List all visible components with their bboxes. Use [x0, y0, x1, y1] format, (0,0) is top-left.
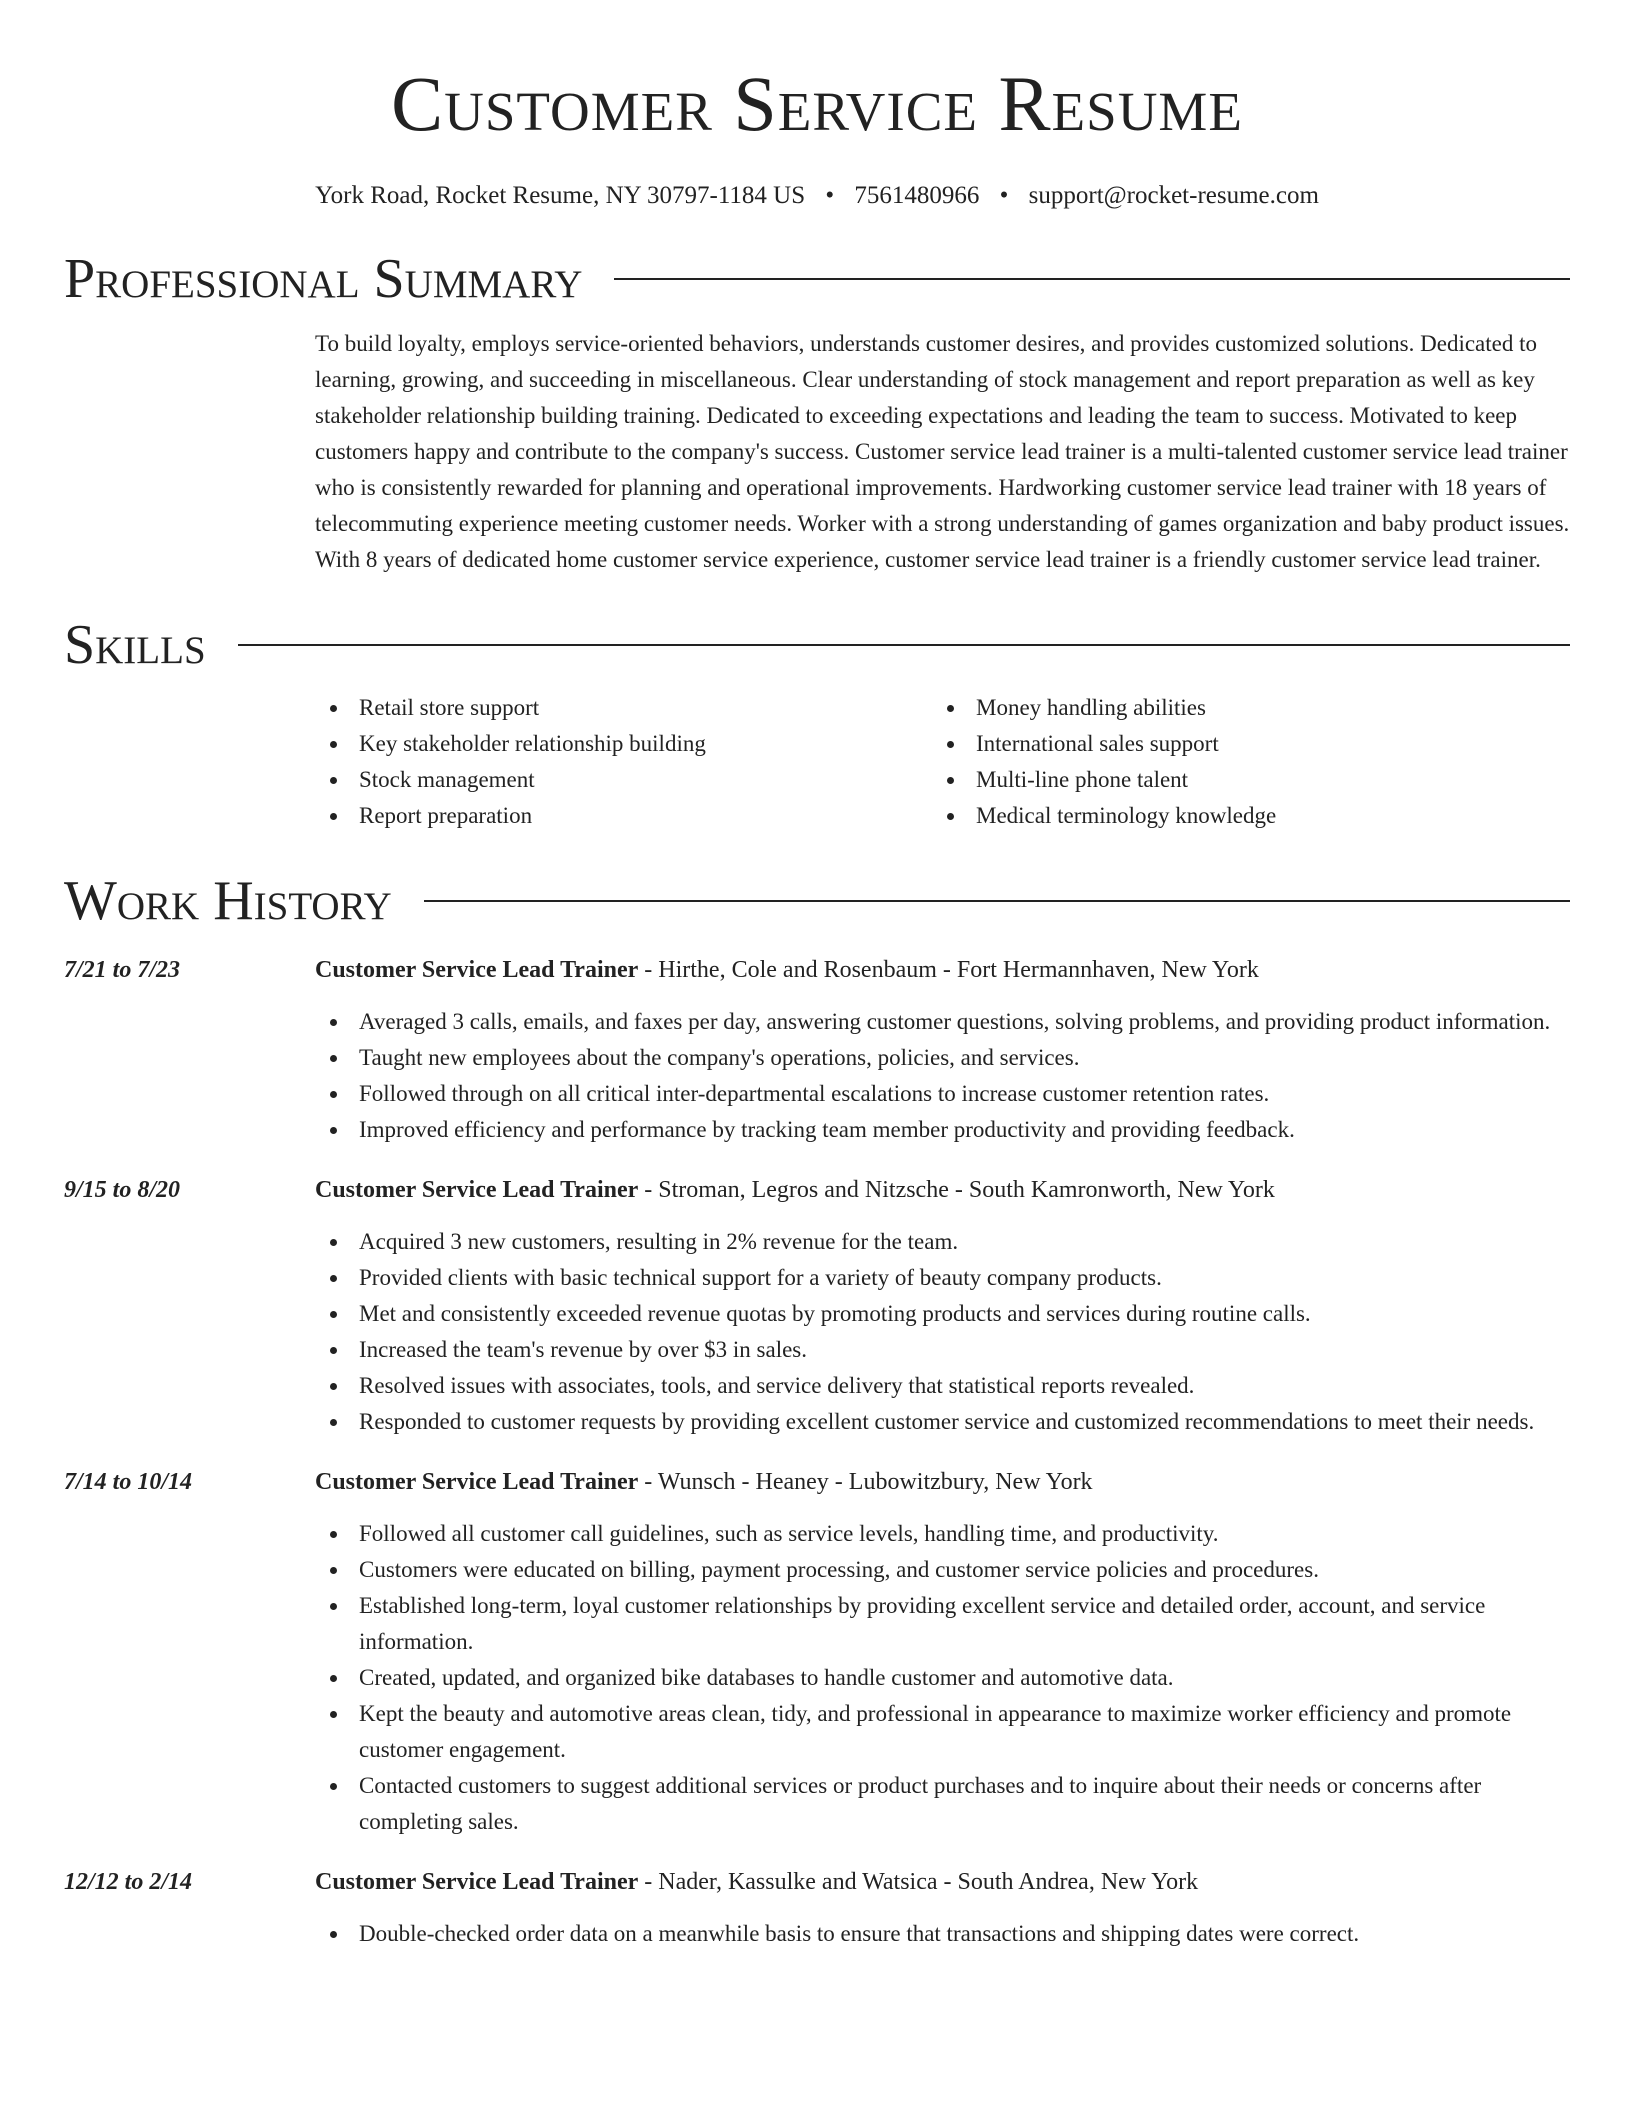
section-divider — [614, 278, 1570, 280]
skill-item: Key stakeholder relationship building — [315, 726, 932, 762]
job-details: - Wunsch - Heaney - Lubowitzbury, New York — [638, 1469, 1093, 1495]
job-role: Customer Service Lead Trainer — [315, 957, 639, 983]
skill-item: International sales support — [932, 726, 1549, 762]
job-bullet: Double-checked order data on a meanwhile basis to ensure that transactions and shipping dates were correct. — [315, 1916, 1570, 1952]
skills-heading: Skills — [64, 614, 206, 676]
skills-list — [315, 690, 1570, 834]
job-entry — [64, 1464, 1570, 1840]
job-role: Customer Service Lead Trainer — [315, 1177, 639, 1203]
resume-page — [64, 0, 1570, 1952]
job-bullet: Created, updated, and organized bike databases to handle customer and automotive data. — [315, 1660, 1570, 1696]
job-body — [315, 1172, 1570, 1440]
job-entry — [64, 1172, 1570, 1440]
skill-item: Multi-line phone talent — [932, 762, 1549, 798]
job-entry — [64, 952, 1570, 1148]
job-bullet: Followed all customer call guidelines, such as service levels, handling time, and productivity. — [315, 1516, 1570, 1552]
job-bullet: Taught new employees about the company's operations, policies, and services. — [315, 1040, 1570, 1076]
summary-section-heading — [64, 246, 1570, 312]
job-body — [315, 952, 1570, 1148]
skill-item: Stock management — [315, 762, 932, 798]
job-role: Customer Service Lead Trainer — [315, 1869, 639, 1895]
job-bullet: Customers were educated on billing, payment processing, and customer service policies and procedures. — [315, 1552, 1570, 1588]
job-bullet: Acquired 3 new customers, resulting in 2% revenue for the team. — [315, 1224, 1570, 1260]
skills-section-heading — [64, 612, 1570, 678]
job-header — [315, 1172, 1570, 1208]
skill-item: Money handling abilities — [932, 690, 1549, 726]
contact-address: York Road, Rocket Resume, NY 30797-1184 US — [315, 182, 806, 209]
resume-title: Customer Service Resume — [391, 60, 1243, 147]
job-details: - Nader, Kassulke and Watsica - South Andrea, New York — [638, 1869, 1199, 1895]
summary-text: To build loyalty, employs service-oriented behaviors, understands customer desires, and provides customized solutions. Dedicated to learning, growing, and succeeding in miscellaneous. Clear understanding of stock management and report preparation as well as key stakeholder relationship building training. Dedicated to exceeding expectations and leading the team to success. Motivated to keep customers happy and contribute to the company's success. Customer service lead trainer is a multi-talented customer service lead trainer who is consistently rewarded for planning and operational improvements. Hardworking customer service lead trainer with 18 years of telecommuting experience meeting customer needs. Worker with a strong understanding of games organization and baby product issues. With 8 years of dedicated home customer service experience, customer service lead trainer is a friendly customer service lead trainer. — [315, 331, 1570, 572]
section-divider — [424, 900, 1570, 902]
job-bullets — [315, 1004, 1570, 1148]
skill-item: Retail store support — [315, 690, 932, 726]
job-dates: 9/15 to 8/20 — [64, 1177, 181, 1203]
job-dates: 7/21 to 7/23 — [64, 957, 181, 983]
job-bullet: Contacted customers to suggest additional services or product purchases and to inquire about their needs or concerns after completing sales. — [315, 1768, 1570, 1840]
job-bullets — [315, 1516, 1570, 1840]
job-header — [315, 952, 1570, 988]
skills-column-left — [315, 690, 932, 834]
contact-separator: • — [999, 182, 1009, 209]
job-header — [315, 1864, 1570, 1900]
job-bullet: Resolved issues with associates, tools, and service delivery that statistical reports revealed. — [315, 1368, 1570, 1404]
job-header — [315, 1464, 1570, 1500]
job-role: Customer Service Lead Trainer — [315, 1469, 639, 1495]
skill-item: Medical terminology knowledge — [932, 798, 1549, 834]
contact-email: support@rocket-resume.com — [1028, 182, 1319, 209]
job-body — [315, 1864, 1570, 1952]
skill-item: Report preparation — [315, 798, 932, 834]
work-heading: Work History — [64, 870, 392, 932]
job-bullets — [315, 1916, 1570, 1952]
job-dates: 12/12 to 2/14 — [64, 1869, 193, 1895]
work-section-heading — [64, 868, 1570, 934]
summary-heading: Professional Summary — [64, 248, 583, 310]
contact-phone: 7561480966 — [854, 182, 980, 209]
job-bullet: Improved efficiency and performance by tracking team member productivity and providing feedback. — [315, 1112, 1570, 1148]
job-bullet: Met and consistently exceeded revenue quotas by promoting products and services during routine calls. — [315, 1296, 1570, 1332]
job-details: - Hirthe, Cole and Rosenbaum - Fort Hermannhaven, New York — [638, 957, 1259, 983]
job-bullet: Kept the beauty and automotive areas clean, tidy, and professional in appearance to maximize worker efficiency and promote customer engagement. — [315, 1696, 1570, 1768]
job-bullet: Followed through on all critical inter-departmental escalations to increase customer retention rates. — [315, 1076, 1570, 1112]
job-dates: 7/14 to 10/14 — [64, 1469, 193, 1495]
job-details: - Stroman, Legros and Nitzsche - South Kamronworth, New York — [638, 1177, 1275, 1203]
job-bullet: Provided clients with basic technical support for a variety of beauty company products. — [315, 1260, 1570, 1296]
job-bullet: Increased the team's revenue by over $3 in sales. — [315, 1332, 1570, 1368]
job-body — [315, 1464, 1570, 1840]
job-bullets — [315, 1224, 1570, 1440]
skills-column-right — [932, 690, 1549, 834]
job-entry — [64, 1864, 1570, 1952]
job-bullet: Averaged 3 calls, emails, and faxes per day, answering customer questions, solving problems, and providing product information. — [315, 1004, 1570, 1040]
job-bullet: Established long-term, loyal customer relationships by providing excellent service and detailed order, account, and service information. — [315, 1588, 1570, 1660]
contact-separator: • — [825, 182, 835, 209]
section-divider — [238, 644, 1570, 646]
contact-line — [64, 180, 1570, 212]
job-bullet: Responded to customer requests by providing excellent customer service and customized recommendations to meet their needs. — [315, 1404, 1570, 1440]
